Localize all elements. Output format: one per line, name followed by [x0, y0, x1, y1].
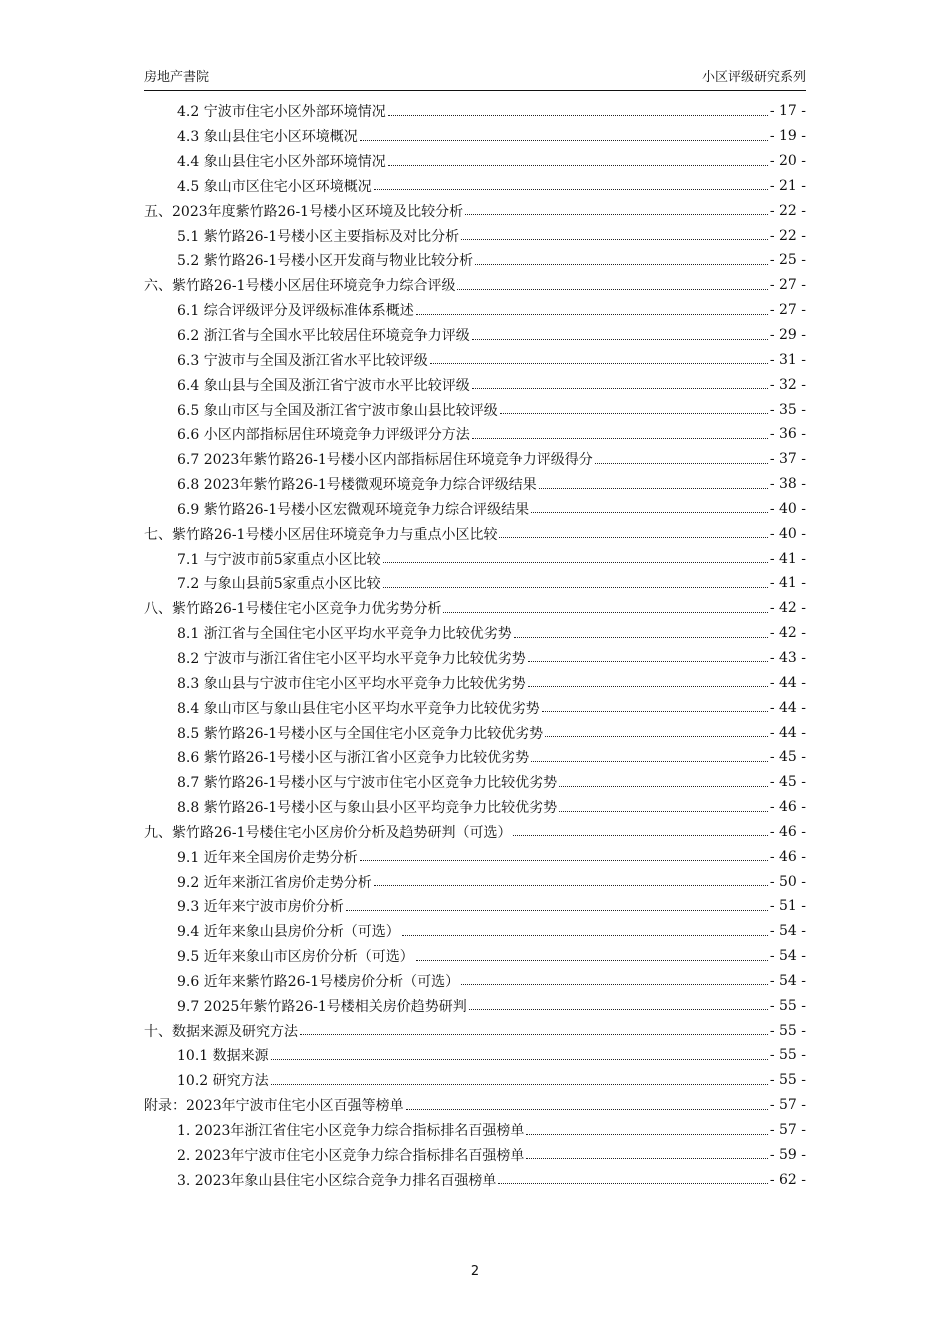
toc-entry-title: 6.5 象山市区与全国及浙江省宁波市象山县比较评级: [177, 402, 498, 419]
toc-entry[interactable]: [144, 770, 806, 795]
toc-entry-title: 8.4 象山市区与象山县住宅小区平均水平竞争力比较优劣势: [177, 700, 540, 717]
toc-entry-page: - 42 -: [769, 625, 806, 642]
toc-entry[interactable]: [144, 571, 806, 596]
toc-entry-title: 6.3 宁波市与全国及浙江省水平比较评级: [177, 352, 428, 369]
toc-entry-page: - 46 -: [769, 823, 806, 840]
toc-entry-page: - 44 -: [769, 699, 806, 716]
toc-entry-title: 十、数据来源及研究方法: [144, 1023, 298, 1040]
toc-entry-page: - 27 -: [769, 302, 806, 319]
toc-entry[interactable]: [144, 1167, 806, 1192]
toc-entry[interactable]: [144, 695, 806, 720]
toc-dot-leader: [475, 264, 768, 265]
toc-dot-leader: [528, 686, 768, 687]
toc-entry-page: - 44 -: [769, 674, 806, 691]
toc-entry[interactable]: [144, 1142, 806, 1167]
toc-entry-page: - 57 -: [769, 1097, 806, 1114]
toc-entry-title: 七、紫竹路26-1号楼小区居住环境竞争力与重点小区比较: [144, 526, 498, 543]
toc-entry-page: - 38 -: [769, 476, 806, 493]
toc-entry[interactable]: [144, 894, 806, 919]
toc-entry[interactable]: [144, 795, 806, 820]
toc-entry-title: 五、2023年度紫竹路26-1号楼小区环境及比较分析: [144, 203, 464, 220]
toc-entry[interactable]: [144, 720, 806, 745]
toc-dot-leader: [461, 984, 768, 985]
toc-dot-leader: [461, 239, 768, 240]
toc-entry[interactable]: [144, 372, 806, 397]
toc-entry[interactable]: [144, 497, 806, 522]
toc-entry[interactable]: [144, 969, 806, 994]
toc-entry[interactable]: [144, 347, 806, 372]
toc-entry[interactable]: [144, 646, 806, 671]
toc-dot-leader: [457, 289, 767, 290]
toc-entry-page: - 46 -: [769, 848, 806, 865]
toc-entry-page: - 21 -: [769, 177, 806, 194]
toc-entry[interactable]: [144, 323, 806, 348]
toc-dot-leader: [402, 935, 768, 936]
toc-dot-leader: [383, 587, 768, 588]
toc-entry[interactable]: [144, 447, 806, 472]
toc-dot-leader: [526, 1134, 767, 1135]
toc-entry-title: 9.6 近年来紫竹路26-1号楼房价分析（可选）: [177, 973, 460, 990]
header-divider: [144, 90, 806, 91]
toc-entry[interactable]: [144, 422, 806, 447]
toc-dot-leader: [531, 761, 768, 762]
toc-dot-leader: [500, 413, 768, 414]
toc-entry[interactable]: [144, 174, 806, 199]
toc-entry-page: - 62 -: [769, 1171, 806, 1188]
toc-dot-leader: [406, 1109, 768, 1110]
toc-entry[interactable]: [144, 472, 806, 497]
toc-entry-page: - 55 -: [769, 997, 806, 1014]
toc-dot-leader: [374, 189, 768, 190]
toc-entry[interactable]: [144, 298, 806, 323]
toc-entry-page: - 57 -: [769, 1122, 806, 1139]
toc-dot-leader: [416, 314, 768, 315]
toc-entry-title: 3. 2023年象山县住宅小区综合竞争力排名百强榜单: [177, 1172, 497, 1189]
page-header: [144, 68, 806, 88]
toc-entry[interactable]: [144, 397, 806, 422]
toc-entry-title: 6.2 浙江省与全国水平比较居住环境竞争力评级: [177, 328, 470, 345]
toc-entry-title: 6.4 象山县与全国及浙江省宁波市水平比较评级: [177, 377, 470, 394]
toc-entry-title: 4.3 象山县住宅小区环境概况: [177, 129, 358, 146]
toc-dot-leader: [271, 1084, 768, 1085]
toc-entry-title: 六、紫竹路26-1号楼小区居住环境竞争力综合评级: [144, 278, 456, 295]
toc-entry-page: - 45 -: [769, 749, 806, 766]
toc-entry-page: - 40 -: [769, 500, 806, 517]
toc-entry-title: 9.5 近年来象山市区房价分析（可选）: [177, 949, 414, 966]
toc-entry-page: - 43 -: [769, 649, 806, 666]
toc-entry-page: - 20 -: [769, 153, 806, 170]
toc-entry-page: - 55 -: [769, 1047, 806, 1064]
toc-dot-leader: [528, 661, 768, 662]
toc-dot-leader: [559, 811, 768, 812]
toc-entry-page: - 44 -: [769, 724, 806, 741]
toc-entry[interactable]: [144, 124, 806, 149]
toc-dot-leader: [472, 339, 768, 340]
toc-entry-page: - 51 -: [769, 898, 806, 915]
toc-dot-leader: [465, 214, 768, 215]
toc-entry[interactable]: [144, 223, 806, 248]
toc-dot-leader: [430, 363, 768, 364]
toc-entry-page: - 32 -: [769, 376, 806, 393]
toc-entry-title: 10.1 数据来源: [177, 1048, 269, 1065]
toc-entry-title: 5.2 紫竹路26-1号楼小区开发商与物业比较分析: [177, 253, 474, 270]
toc-entry-page: - 25 -: [769, 252, 806, 269]
toc-entry-page: - 37 -: [769, 451, 806, 468]
toc-entry-page: - 19 -: [769, 128, 806, 145]
toc-dot-leader: [416, 960, 768, 961]
toc-entry-title: 5.1 紫竹路26-1号楼小区主要指标及对比分析: [177, 228, 460, 245]
toc-entry-title: 8.8 紫竹路26-1号楼小区与象山县小区平均竞争力比较优劣势: [177, 800, 558, 817]
toc-entry-page: - 40 -: [769, 525, 806, 542]
page-number: 2: [470, 1264, 480, 1279]
toc-entry-title: 9.7 2025年紫竹路26-1号楼相关房价趋势研判: [177, 998, 467, 1015]
toc-entry-title: 8.2 宁波市与浙江省住宅小区平均水平竞争力比较优劣势: [177, 650, 526, 667]
toc-dot-leader: [360, 140, 768, 141]
toc-dot-leader: [545, 736, 768, 737]
toc-dot-leader: [472, 438, 768, 439]
toc-dot-leader: [388, 165, 768, 166]
toc-entry-title: 9.4 近年来象山县房价分析（可选）: [177, 924, 400, 941]
toc-entry-title: 九、紫竹路26-1号楼住宅小区房价分析及趋势研判（可选）: [144, 824, 512, 841]
toc-entry-title: 7.2 与象山县前5家重点小区比较: [177, 576, 381, 593]
toc-entry-page: - 42 -: [769, 600, 806, 617]
toc-entry-page: - 54 -: [769, 948, 806, 965]
toc-dot-leader: [559, 786, 768, 787]
toc-entry-title: 8.1 浙江省与全国住宅小区平均水平竞争力比较优劣势: [177, 626, 512, 643]
toc-entry-page: - 55 -: [769, 1072, 806, 1089]
toc-dot-leader: [513, 835, 767, 836]
toc-entry[interactable]: [144, 149, 806, 174]
toc-entry-page: - 22 -: [769, 202, 806, 219]
toc-entry-title: 6.6 小区内部指标居住环境竞争力评级评分方法: [177, 427, 470, 444]
toc-entry-page: - 27 -: [769, 277, 806, 294]
toc-entry-title: 2. 2023年宁波市住宅小区竞争力综合指标排名百强榜单: [177, 1147, 525, 1164]
toc-entry[interactable]: [144, 596, 806, 621]
toc-entry[interactable]: [144, 944, 806, 969]
toc-entry-title: 1. 2023年浙江省住宅小区竞争力综合指标排名百强榜单: [177, 1123, 525, 1140]
toc-entry-page: - 36 -: [769, 426, 806, 443]
toc-dot-leader: [469, 1009, 768, 1010]
toc-entry-page: - 35 -: [769, 401, 806, 418]
toc-dot-leader: [443, 612, 767, 613]
toc-entry-title: 4.4 象山县住宅小区外部环境情况: [177, 154, 386, 171]
toc-entry-title: 8.6 紫竹路26-1号楼小区与浙江省小区竞争力比较优劣势: [177, 750, 530, 767]
toc-entry-title: 9.3 近年来宁波市房价分析: [177, 899, 344, 916]
toc-entry[interactable]: [144, 546, 806, 571]
toc-dot-leader: [531, 512, 768, 513]
toc-entry-title: 4.5 象山市区住宅小区环境概况: [177, 178, 372, 195]
toc-entry-page: - 41 -: [769, 575, 806, 592]
toc-entry-title: 9.2 近年来浙江省房价走势分析: [177, 874, 372, 891]
toc-entry[interactable]: [144, 844, 806, 869]
toc-entry-title: 6.9 紫竹路26-1号楼小区宏微观环境竞争力综合评级结果: [177, 501, 530, 518]
toc-entry[interactable]: [144, 621, 806, 646]
toc-dot-leader: [271, 1059, 768, 1060]
toc-entry[interactable]: [144, 919, 806, 944]
toc-entry[interactable]: [144, 1068, 806, 1093]
toc-entry[interactable]: [144, 1018, 806, 1043]
toc-entry-title: 八、紫竹路26-1号楼住宅小区竞争力优劣势分析: [144, 601, 442, 618]
toc-entry-page: - 50 -: [769, 873, 806, 890]
toc-dot-leader: [388, 115, 768, 116]
toc-dot-leader: [498, 1183, 767, 1184]
toc-entry-title: 6.8 2023年紫竹路26-1号楼微观环境竞争力综合评级结果: [177, 477, 537, 494]
toc-entry-page: - 54 -: [769, 972, 806, 989]
toc-entry[interactable]: [144, 745, 806, 770]
toc-entry-page: - 46 -: [769, 799, 806, 816]
toc-entry-title: 附录：2023年宁波市住宅小区百强等榜单: [144, 1098, 404, 1115]
toc-entry[interactable]: [144, 273, 806, 298]
toc-dot-leader: [542, 711, 768, 712]
toc-entry-title: 9.1 近年来全国房价走势分析: [177, 849, 358, 866]
toc-entry-page: - 31 -: [769, 351, 806, 368]
toc-entry-page: - 29 -: [769, 327, 806, 344]
toc-entry-page: - 59 -: [769, 1146, 806, 1163]
toc-entry-title: 8.3 象山县与宁波市住宅小区平均水平竞争力比较优劣势: [177, 675, 526, 692]
toc-entry-title: 8.7 紫竹路26-1号楼小区与宁波市住宅小区竞争力比较优劣势: [177, 775, 558, 792]
toc-dot-leader: [499, 537, 767, 538]
toc-dot-leader: [346, 910, 768, 911]
toc-entry-page: - 54 -: [769, 923, 806, 940]
toc-entry-title: 6.1 综合评级评分及评级标准体系概述: [177, 303, 414, 320]
toc-dot-leader: [383, 562, 768, 563]
toc-entry[interactable]: [144, 248, 806, 273]
toc-entry[interactable]: [144, 993, 806, 1018]
toc-dot-leader: [472, 388, 768, 389]
toc-dot-leader: [514, 637, 768, 638]
toc-entry[interactable]: [144, 1118, 806, 1143]
toc-entry[interactable]: [144, 819, 806, 844]
toc-entry[interactable]: [144, 869, 806, 894]
toc-entry[interactable]: [144, 1093, 806, 1118]
toc-entry-page: - 55 -: [769, 1022, 806, 1039]
toc-dot-leader: [595, 463, 768, 464]
toc-entry[interactable]: [144, 198, 806, 223]
toc-dot-leader: [526, 1158, 767, 1159]
toc-entry-page: - 45 -: [769, 774, 806, 791]
toc-dot-leader: [300, 1034, 768, 1035]
toc-dot-leader: [539, 488, 768, 489]
toc-entry-page: - 17 -: [769, 103, 806, 120]
toc-entry[interactable]: [144, 1043, 806, 1068]
toc-entry[interactable]: [144, 99, 806, 124]
toc-entry-title: 4.2 宁波市住宅小区外部环境情况: [177, 104, 386, 121]
table-of-contents: [144, 99, 806, 1192]
toc-dot-leader: [374, 885, 768, 886]
toc-entry-title: 6.7 2023年紫竹路26-1号楼小区内部指标居住环境竞争力评级得分: [177, 452, 593, 469]
toc-dot-leader: [360, 860, 768, 861]
toc-entry[interactable]: [144, 521, 806, 546]
header-publisher: 房地产書院: [144, 70, 210, 85]
toc-entry-page: - 22 -: [769, 227, 806, 244]
toc-entry-title: 10.2 研究方法: [177, 1073, 269, 1090]
toc-entry[interactable]: [144, 670, 806, 695]
toc-entry-title: 8.5 紫竹路26-1号楼小区与全国住宅小区竞争力比较优劣势: [177, 725, 544, 742]
toc-entry-page: - 41 -: [769, 550, 806, 567]
toc-entry-title: 7.1 与宁波市前5家重点小区比较: [177, 551, 381, 568]
header-series-title: 小区评级研究系列: [701, 70, 806, 85]
